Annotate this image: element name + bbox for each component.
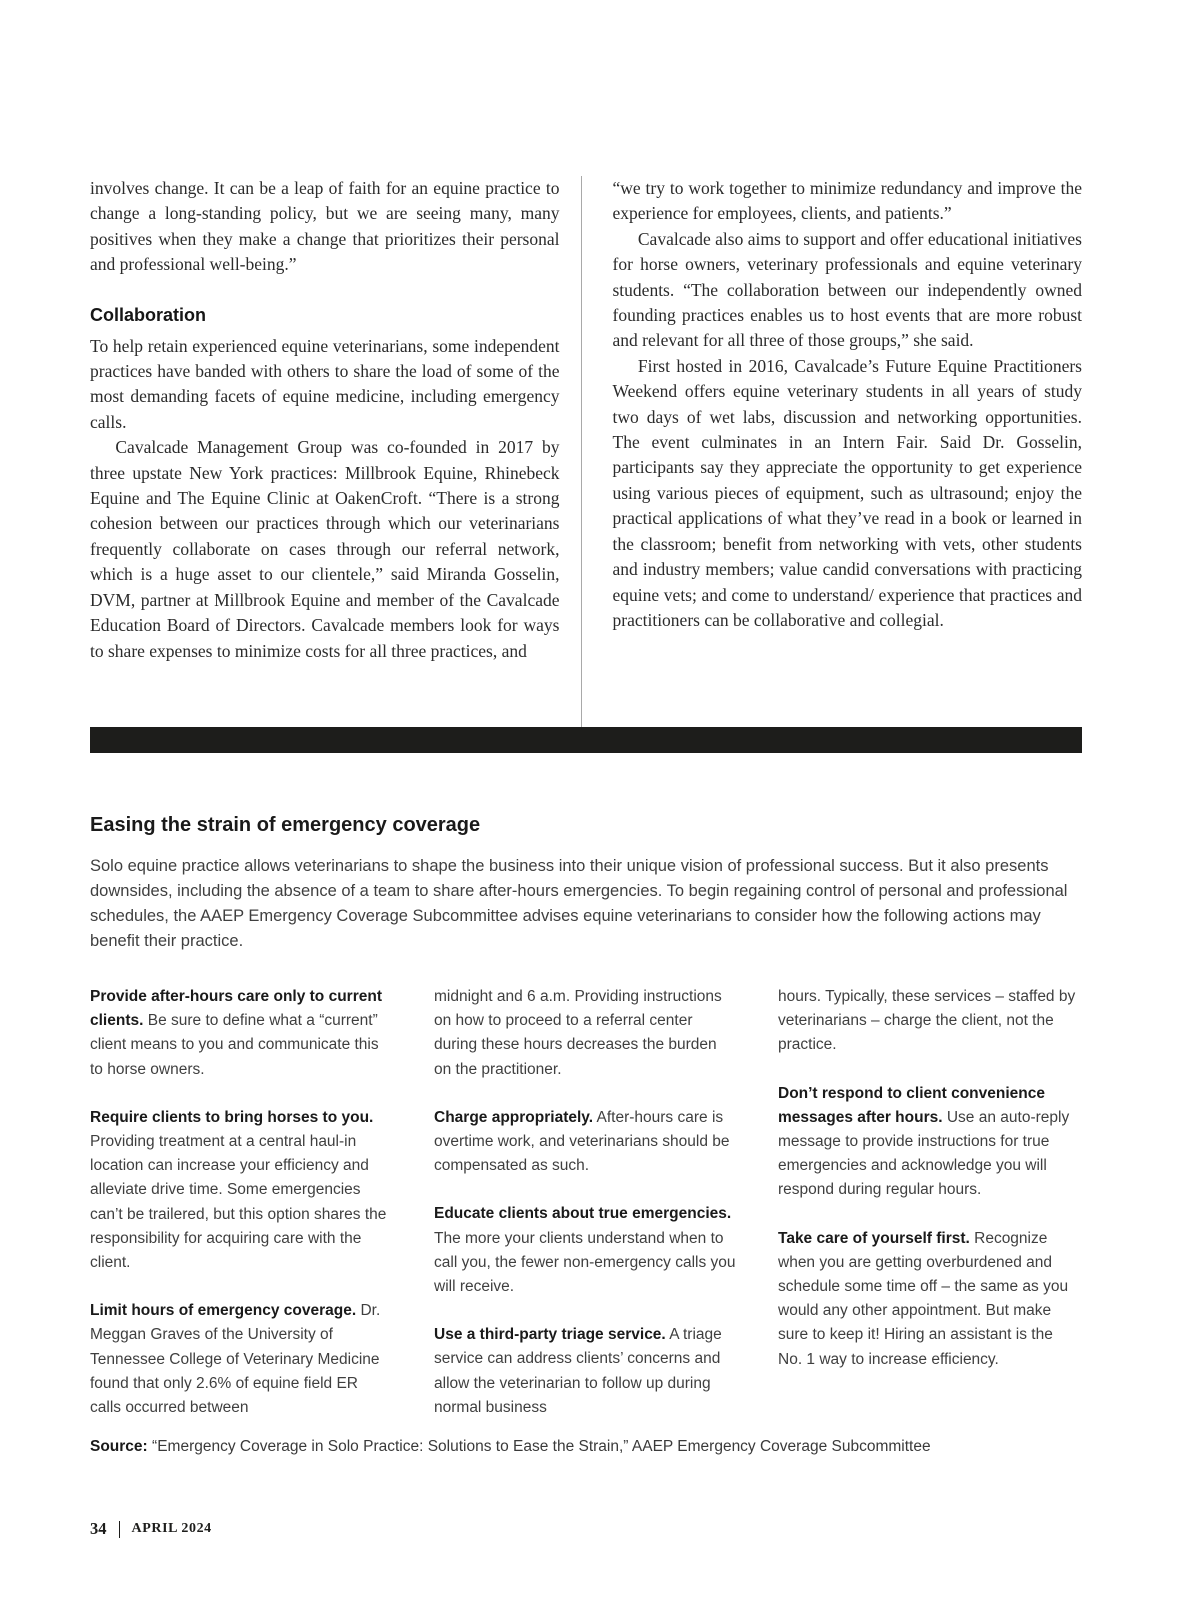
advice-item-lead: Use a third-party triage service. (434, 1326, 666, 1344)
advice-item-lead: Limit hours of emergency coverage. (90, 1302, 357, 1320)
advice-item (778, 1082, 1081, 1203)
advice-item-text: Use an auto-reply message to provide instructions for true emergencies and acknowledge you will respond during regular hours. (778, 1108, 1070, 1199)
section-divider-bar (90, 727, 1082, 753)
advice-item-lead: Educate clients about true emergencies. (434, 1205, 732, 1223)
page-number: 34 (90, 1519, 107, 1538)
column-divider-rule (581, 176, 582, 732)
advice-item-continuation (434, 985, 737, 1082)
advice-item-text: A triage service can address clients’ concerns and allow the veterinarian to follow up during normal business (434, 1326, 722, 1416)
sidebar-intro: Solo equine practice allows veterinarians to shape the business into their unique vision of professional success. But it also presents downsides, including the absence of a team to share after-hours emergencies. To begin regaining control of personal and professional schedules, the AAEP Emergency Coverage Subcommittee advises equine veterinarians to consider how the following actions may benefit their practice. (90, 857, 1068, 950)
source-attribution (90, 1436, 1082, 1458)
advice-item-text: midnight and 6 a.m. Providing instructions on how to proceed to a referral center during these hours decreases the burden on the practitioner. (434, 988, 722, 1078)
advice-item (90, 1106, 393, 1275)
article-paragraph: First hosted in 2016, Cavalcade’s Future Equine Practitioners Weekend offers equine veterinary students in all years of study two days of wet labs, discussion and networking opportunities. The event culminates in an Intern Fair. Said Dr. Gosselin, participants say they appreciate the opportunity to get experience using various pieces of equipment, such as ultrasound; enjoy the practical applications of what they’ve read in a book or learned in the classroom; benefit from networking with vets, other students and industry members; value candid conversations with practicing equine vets; and come to understand/ experience that practices and practitioners can be collaborative and collegial. (612, 355, 1082, 630)
issue-date: APRIL 2024 (131, 1521, 212, 1536)
advice-item (434, 1323, 737, 1420)
advice-item-text: hours. Typically, these services – staffed by veterinarians – charge the client, not the practice. (778, 988, 1076, 1054)
article-paragraph: Cavalcade Management Group was co-founded in 2017 by three upstate New York practices: Millbrook Equine, Rhinebeck Equine and The Equine Clinic at OakenCroft. “There is a strong cohesion between our practices through which our veterinarians frequently collaborate on cases through our referral network, which is a huge asset to our clientele,” said Miranda Gosselin, DVM, partner at Millbrook Equine and member of the Cavalcade Education Board of Directors. Cavalcade members look for ways to share expenses to minimize costs for all three practices, and (90, 437, 560, 661)
advice-item (778, 1227, 1081, 1372)
advice-item-text: Providing treatment at a central haul-in location can increase your efficiency and alleviate drive time. Some emergencies can’t be trailered, but this option shares the responsibility for acquiring care with the client. (90, 1133, 387, 1272)
page-footer (90, 1519, 212, 1539)
source-label: Source: (90, 1438, 148, 1455)
advice-item-lead: Charge appropriately. (434, 1108, 594, 1126)
footer-divider-rule (119, 1521, 120, 1538)
emergency-coverage-sidebar (90, 814, 1082, 1420)
advice-item (90, 985, 393, 1082)
advice-item-text: Be sure to define what a “current” client means to you and communicate this to horse owners. (90, 1012, 379, 1078)
advice-item-lead: Require clients to bring horses to you. (90, 1108, 374, 1126)
sidebar-title: Easing the strain of emergency coverage (90, 814, 481, 836)
advice-item-lead: Provide after-hours care only to current clients. (90, 988, 382, 1030)
article-body (90, 176, 1082, 664)
advice-item (434, 1202, 737, 1299)
advice-item-continuation (778, 985, 1081, 1058)
article-left-column (90, 176, 560, 664)
advice-item-lead: Don’t respond to client convenience messages after hours. (778, 1084, 1045, 1126)
advice-item (90, 1299, 393, 1420)
sidebar-column-3 (778, 985, 1081, 1420)
advice-item-text: After-hours care is overtime work, and veterinarians should be compensated as such. (434, 1108, 730, 1175)
sidebar-column-1 (90, 985, 393, 1420)
section-heading-collaboration: Collaboration (90, 304, 206, 325)
advice-item-text: Dr. Meggan Graves of the University of Tennessee College of Veterinary Medicine found that only 2.6% of equine field ER calls occurred between (90, 1302, 381, 1417)
advice-item (434, 1106, 737, 1179)
article-right-column (613, 176, 1083, 664)
article-paragraph: Cavalcade also aims to support and offer educational initiatives for horse owners, veterinary professionals and equine veterinary students. “The collaboration between our independently owned founding practices enables us to host events that are more robust and relevant for all three of those groups,” she said. (612, 228, 1082, 351)
sidebar-column-2 (434, 985, 737, 1420)
sidebar-columns (90, 985, 1082, 1420)
article-paragraph: To help retain experienced equine veterinarians, some independent practices have banded with others to share the load of some of the most demanding facets of equine medicine, including emergency calls. (90, 335, 560, 432)
advice-item-text: The more your clients understand when to call you, the fewer non-emergency calls you will receive. (434, 1229, 736, 1296)
advice-item-text: Recognize when you are getting overburdened and schedule some time off – the same as you would any other appointment. But make sure to keep it! Hiring an assistant is the No. 1 way to increase efficiency. (778, 1229, 1069, 1368)
source-text: “Emergency Coverage in Solo Practice: Solutions to Ease the Strain,” AAEP Emergency Coverage Subcommittee (152, 1438, 931, 1455)
advice-item-lead: Take care of yourself first. (778, 1229, 970, 1247)
article-paragraph: involves change. It can be a leap of faith for an equine practice to change a long-standing policy, but we are seeing many, many positives when they make a change that prioritizes their personal and professional well-being.” (90, 178, 560, 275)
article-paragraph: “we try to work together to minimize redundancy and improve the experience for employees, clients, and patients.” (612, 178, 1082, 224)
